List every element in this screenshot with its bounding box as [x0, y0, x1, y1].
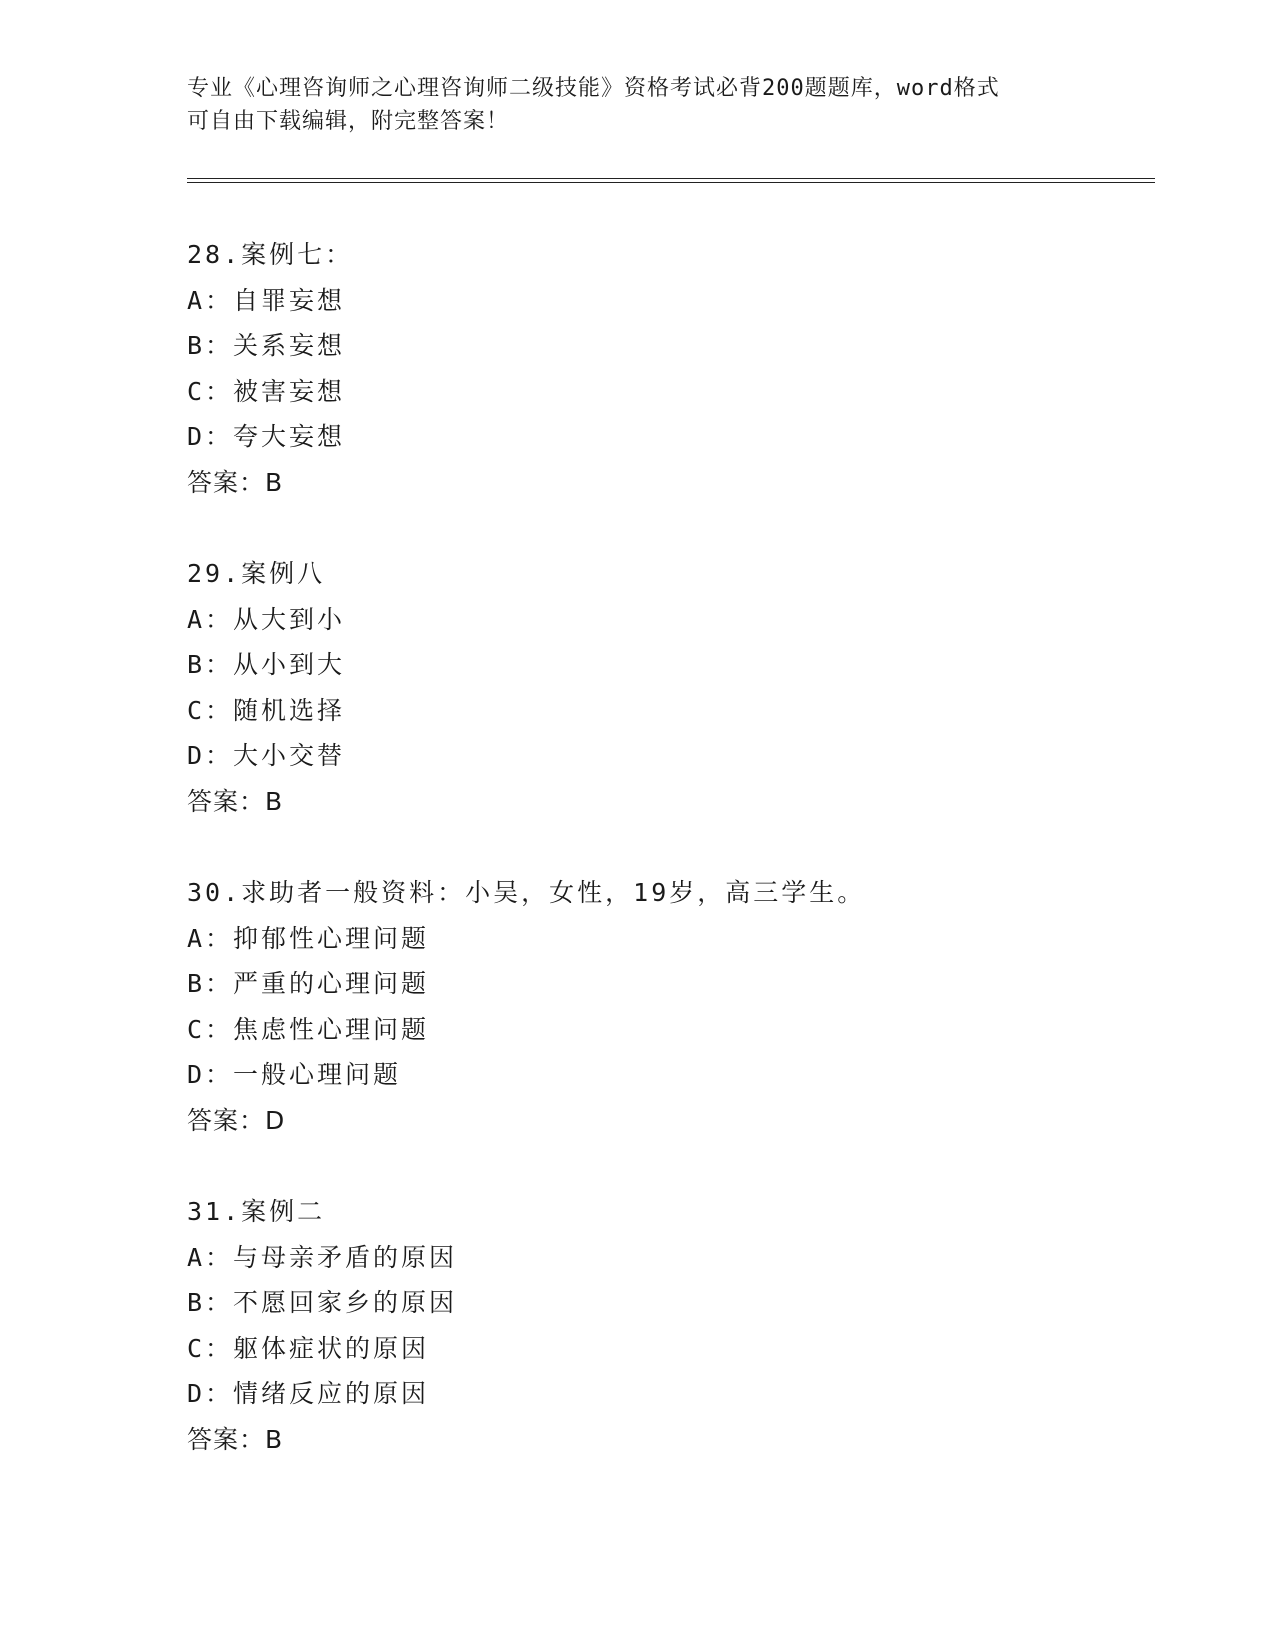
- question-31: [187, 1189, 1137, 1462]
- option-b: B：关系妄想: [187, 331, 346, 360]
- option-c: C：躯体症状的原因: [187, 1333, 430, 1363]
- header-line-1: 专业《心理咨询师之心理咨询师二级技能》资格考试必背200题题库，word格式: [187, 76, 1000, 101]
- question-stem: 29.案例八: [187, 559, 326, 588]
- question-28: [187, 232, 1137, 505]
- question-30: [187, 870, 1137, 1143]
- option-a: A：自罪妄想: [187, 285, 346, 315]
- option-a: A：与母亲矛盾的原因: [187, 1242, 458, 1272]
- question-29: [187, 551, 1137, 824]
- header-divider-top: [187, 178, 1155, 179]
- option-d: D：大小交替: [187, 741, 346, 770]
- header-divider-bottom: [187, 182, 1155, 183]
- option-d: D：夸大妄想: [187, 422, 346, 451]
- question-stem: 28.案例七：: [187, 240, 354, 269]
- option-b: B：从小到大: [187, 650, 346, 679]
- option-b: B：不愿回家乡的原因: [187, 1288, 458, 1317]
- option-b: B：严重的心理问题: [187, 969, 430, 998]
- answer-label: 答案：B: [187, 786, 284, 816]
- option-a: A：抑郁性心理问题: [187, 923, 430, 953]
- option-c: C：焦虑性心理问题: [187, 1014, 430, 1044]
- answer-label: 答案：B: [187, 467, 284, 497]
- document-header: [187, 72, 1067, 138]
- option-c: C：被害妄想: [187, 376, 346, 406]
- option-d: D：情绪反应的原因: [187, 1379, 430, 1408]
- option-c: C：随机选择: [187, 695, 346, 725]
- answer-label: 答案：B: [187, 1424, 284, 1454]
- answer-label: 答案：D: [187, 1105, 286, 1135]
- option-d: D：一般心理问题: [187, 1060, 402, 1089]
- header-line-2: 可自由下载编辑，附完整答案！: [187, 109, 510, 134]
- question-stem: 31.案例二: [187, 1197, 326, 1226]
- option-a: A：从大到小: [187, 604, 346, 634]
- question-stem: 30.求助者一般资料：小吴，女性，19岁，高三学生。: [187, 878, 866, 907]
